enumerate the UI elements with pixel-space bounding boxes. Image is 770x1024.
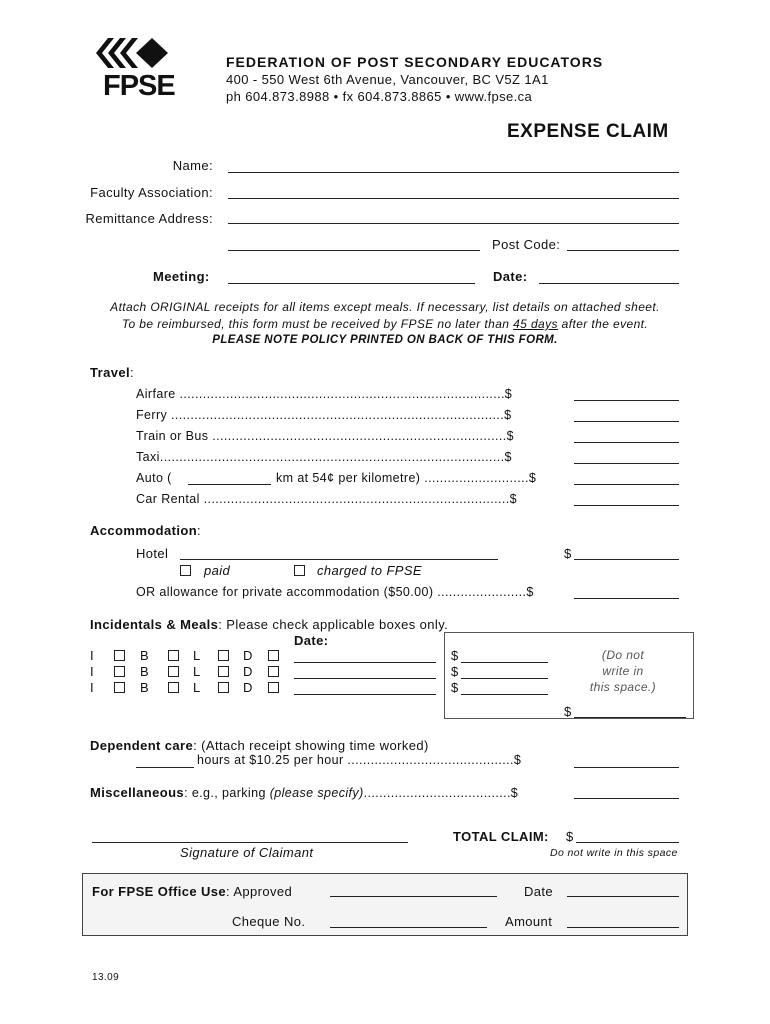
breakfast-checkbox[interactable] <box>168 650 179 661</box>
auto-km-field[interactable] <box>188 484 271 485</box>
train-label: Train or Bus ............................................................................$ <box>136 429 514 443</box>
hotel-name-field[interactable] <box>180 559 498 560</box>
breakfast-label: B <box>140 680 150 695</box>
remittance-field[interactable] <box>228 223 679 224</box>
cheque-label: Cheque No. <box>232 914 306 929</box>
meal-amount-field[interactable] <box>461 662 548 663</box>
meal-dollar: $ <box>451 648 459 663</box>
cheque-field[interactable] <box>330 927 487 928</box>
paid-checkbox[interactable] <box>180 565 191 576</box>
org-name: FEDERATION OF POST SECONDARY EDUCATORS <box>226 54 604 70</box>
form-code: 13.09 <box>92 972 120 983</box>
faculty-label: Faculty Association: <box>90 185 213 200</box>
org-contact: ph 604.873.8988 • fx 604.873.8865 • www.fpse.ca <box>226 89 533 104</box>
charged-checkbox[interactable] <box>294 565 305 576</box>
airfare-label: Airfare ....................................................................................$ <box>136 387 513 401</box>
auto-label-post: km at 54¢ per kilometre) ...........................$ <box>276 471 537 485</box>
note-line-1: Attach ORIGINAL receipts for all items except meals. If necessary, list details on attached sheet. <box>110 300 660 314</box>
misc-amount-field[interactable] <box>574 798 679 799</box>
hotel-amount-field[interactable] <box>574 559 679 560</box>
lunch-label: L <box>193 664 201 679</box>
hotel-dollar: $ <box>564 546 572 561</box>
meals-total-field <box>574 717 686 718</box>
meals-heading: Incidentals & Meals: Please check applicable boxes only. <box>90 617 449 632</box>
approved-field[interactable] <box>330 896 497 897</box>
note-line-2: To be reimbursed, this form must be received by FPSE no later than 45 days after the event. <box>121 317 649 331</box>
breakfast-label: B <box>140 648 150 663</box>
dependent-amount-field[interactable] <box>574 767 679 768</box>
dinner-label: D <box>243 648 253 663</box>
meals-date-label: Date: <box>294 633 329 648</box>
form-title: EXPENSE CLAIM <box>507 121 669 142</box>
dinner-label: D <box>243 680 253 695</box>
lunch-checkbox[interactable] <box>218 650 229 661</box>
auto-field[interactable] <box>574 484 679 485</box>
logo-chevrons-icon <box>92 36 172 70</box>
signature-label: Signature of Claimant <box>180 845 314 860</box>
breakfast-checkbox[interactable] <box>168 682 179 693</box>
office-note-1: (Do not <box>601 648 645 662</box>
office-date-label: Date <box>524 884 554 899</box>
meeting-label: Meeting: <box>153 269 210 284</box>
hotel-label: Hotel <box>136 546 169 561</box>
name-field[interactable] <box>228 172 679 173</box>
meal-dollar: $ <box>451 680 459 695</box>
incidental-label: I <box>90 680 95 695</box>
amount-field[interactable] <box>567 927 679 928</box>
car-label: Car Rental ...............................................................................$ <box>136 492 517 506</box>
dinner-checkbox[interactable] <box>268 650 279 661</box>
name-label: Name: <box>172 158 213 173</box>
dependent-hours-label: hours at $10.25 per hour ...........................................$ <box>197 753 522 767</box>
remittance-label: Remittance Address: <box>85 211 213 226</box>
date-label: Date: <box>493 269 528 284</box>
lunch-checkbox[interactable] <box>218 666 229 677</box>
logo-text: FPSE <box>103 70 175 102</box>
org-address: 400 - 550 West 6th Avenue, Vancouver, BC V5Z 1A1 <box>226 72 549 87</box>
lunch-label: L <box>193 680 201 695</box>
meal-date-field[interactable] <box>294 662 436 663</box>
meal-amount-field[interactable] <box>461 678 548 679</box>
note-line-3: PLEASE NOTE POLICY PRINTED ON BACK OF THIS FORM. <box>212 334 558 346</box>
allowance-field[interactable] <box>574 598 679 599</box>
car-field[interactable] <box>574 505 679 506</box>
allowance-label: OR allowance for private accommodation ($50.00) .......................$ <box>136 585 534 599</box>
office-note-2: write in <box>602 664 644 678</box>
incidental-checkbox[interactable] <box>114 682 125 693</box>
postcode-label: Post Code: <box>492 237 561 252</box>
accommodation-heading: Accommodation: <box>90 523 202 538</box>
airfare-field[interactable] <box>574 400 679 401</box>
total-claim-label: TOTAL CLAIM: <box>453 829 549 844</box>
meal-dollar: $ <box>451 664 459 679</box>
date-field[interactable] <box>539 283 679 284</box>
dinner-checkbox[interactable] <box>268 666 279 677</box>
incidental-checkbox[interactable] <box>114 650 125 661</box>
amount-label: Amount <box>505 914 553 929</box>
lunch-checkbox[interactable] <box>218 682 229 693</box>
breakfast-label: B <box>140 664 150 679</box>
auto-label-pre: Auto ( <box>136 471 172 485</box>
faculty-field[interactable] <box>228 198 679 199</box>
dependent-heading: Dependent care: (Attach receipt showing time worked) <box>90 738 429 753</box>
ferry-field[interactable] <box>574 421 679 422</box>
lunch-label: L <box>193 648 201 663</box>
ferry-label: Ferry ......................................................................................$ <box>136 408 512 422</box>
taxi-field[interactable] <box>574 463 679 464</box>
office-date-field[interactable] <box>567 896 679 897</box>
total-note: Do not write in this space <box>550 847 678 859</box>
remittance-field-2[interactable] <box>228 250 480 251</box>
meal-date-field[interactable] <box>294 678 436 679</box>
meal-date-field[interactable] <box>294 694 436 695</box>
dinner-label: D <box>243 664 253 679</box>
paid-label: paid <box>204 563 231 578</box>
meals-total-dollar: $ <box>564 704 572 719</box>
taxi-label: Taxi.........................................................................................$ <box>136 450 512 464</box>
postcode-field[interactable] <box>567 250 679 251</box>
total-claim-field <box>576 842 679 843</box>
misc-label: Miscellaneous: e.g., parking (please specify)......................................$ <box>90 785 519 800</box>
dinner-checkbox[interactable] <box>268 682 279 693</box>
dependent-hours-field[interactable] <box>136 767 194 768</box>
train-field[interactable] <box>574 442 679 443</box>
incidental-label: I <box>90 664 95 679</box>
total-dollar: $ <box>566 829 574 844</box>
incidental-checkbox[interactable] <box>114 666 125 677</box>
travel-heading: Travel: <box>90 365 135 380</box>
meal-amount-field[interactable] <box>461 694 548 695</box>
charged-label: charged to FPSE <box>317 563 422 578</box>
signature-field[interactable] <box>92 842 408 843</box>
office-approved-label: For FPSE Office Use: Approved <box>92 884 293 899</box>
incidental-label: I <box>90 648 95 663</box>
breakfast-checkbox[interactable] <box>168 666 179 677</box>
office-note-3: this space.) <box>589 680 657 694</box>
meeting-field[interactable] <box>228 283 475 284</box>
